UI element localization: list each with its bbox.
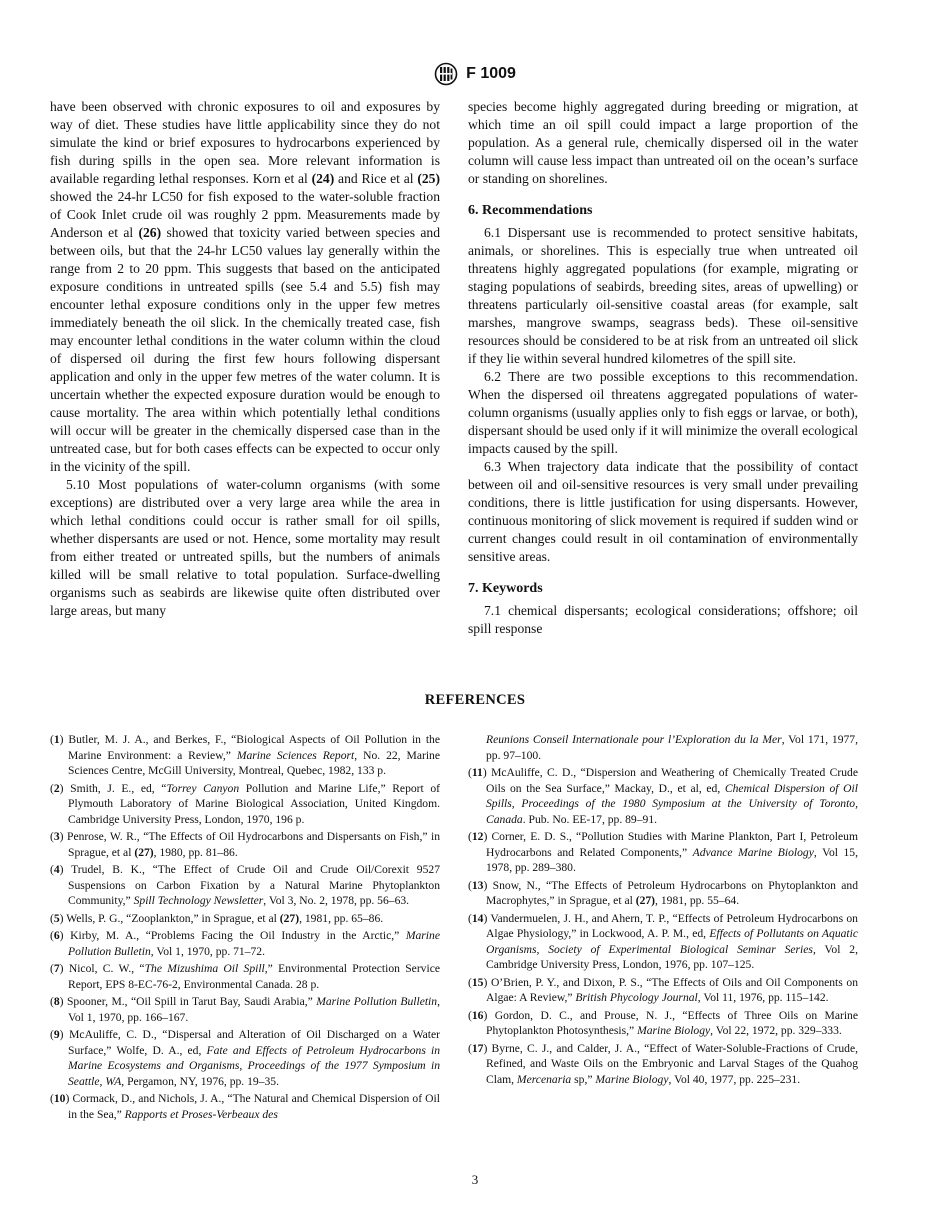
page-header <box>0 62 950 86</box>
paragraph-7-1: 7.1 chemical dispersants; ecological considerations; offshore; oil spill response <box>468 603 858 636</box>
astm-logo-icon <box>434 62 458 86</box>
reference-4: (4) Trudel, B. K., “The Effect of Crude Oil and Crude Oil/Corexit 9527 Suspensions on Carbon Fixation by a Natural Marine Phytoplankton Community,” Spill Technology Newsletter, Vol 3, No. 2, 1978, pp. 56–63. <box>50 863 440 907</box>
paragraph-continued: have been observed with chronic exposures to oil and exposures by way of diet. These studies have little applicability since they do not simulate the kind or brief exposures to hydrocarbons experienced by fish during spills in the open sea. More relevant information is available regarding lethal responses. Korn et al (24) and Rice et al (25) showed the 24-hr LC50 for fish exposed to the water-soluble fraction of Cook Inlet crude oil was roughly 2 ppm. Measurements made by Anderson et al (26) showed that toxicity varied between species and between oils, but that the 24-hr LC50 values lay generally within the range from 2 to 20 ppm. This suggests that based on the anticipated exposure conditions in untreated spills (see 5.4 and 5.5) fish may encounter lethal exposure conditions only in the upper few metres immediately beneath the oil slick. In the chemically treated case, fish may encounter lethal conditions in the water column within the cloud of dispersed oil during the first few hours following dispersant application and only in the upper few metres of the water column. It is uncertain whether the expected exposure duration would be enough to cause mortality. The area within which potentially lethal conditions will occur will be greater in the chemically dispersed case than in the untreated case, but for both cases effects can be expected to occur only in the vicinity of the spill. <box>50 99 441 474</box>
references-heading: REFERENCES <box>424 692 526 708</box>
reference-10-continued: Reunions Conseil Internationale pour l’Exploration du la Mer, Vol 171, 1977, pp. 97–100. <box>486 733 858 762</box>
reference-2: (2) Smith, J. E., ed, “Torrey Canyon Pollution and Marine Life,” Report of Plymouth Laboratory of Marine Biological Association, United Kingdom. Cambridge University Press, London, 1970, 196 p. <box>50 781 441 826</box>
paragraph-6-3: 6.3 When trajectory data indicate that the possibility of contact between oil and oil-sensitive resources is very small under prevailing conditions, there is little justification for using dispersants. However, continuous monitoring of slick movement is required if sudden wind or current changes could result in oil contamination of environmentally sensitive areas. <box>468 459 858 564</box>
paragraph-5-10: 5.10 Most populations of water-column organisms (with some exceptions) are distributed over a very large area while the area in which lethal conditions could occur is rather small for oil spills, whether dispersants are used or not. Hence, some mortality may result from either treated or untreated spills, but the numbers of animals killed will be small relative to total population. Surface-dwelling organisms such as seabirds are likewise quite often distributed over large areas, but many <box>50 477 440 618</box>
reference-6: (6) Kirby, M. A., “Problems Facing the Oil Industry in the Arctic,” Marine Pollution Bulletin, Vol 1, 1970, pp. 71–72. <box>50 929 440 958</box>
left-text-column <box>50 98 440 620</box>
reference-15: (15) O’Brien, P. Y., and Dixon, P. S., “The Effects of Oils and Oil Components on Algae: A Review,” British Phycology Journal, Vol 11, 1976, pp. 115–142. <box>468 975 858 1004</box>
page-number: 3 <box>471 1172 479 1187</box>
reference-17: (17) Byrne, C. J., and Calder, J. A., “Effect of Water-Soluble-Fractions of Crude, Refined, and Waste Oils on the Embryonic and Larval Stages of the Quahog Clam, Mercenaria sp,” Marine Biology, Vol 40, 1977, pp. 225–231. <box>468 1041 858 1086</box>
reference-16: (16) Gordon, D. C., and Prouse, N. J., “Effects of Three Oils on Marine Phytoplankton Photosynthesis,” Marine Biology, Vol 22, 1972, pp. 329–333. <box>468 1008 858 1037</box>
citation-25: (25) <box>417 171 440 186</box>
reference-13: (13) Snow, N., “The Effects of Petroleum Hydrocarbons on Phytoplankton and Macrophytes,” in Sprague, et al (27), 1981, pp. 55–64. <box>468 878 858 907</box>
reference-10: (10) Cormack, D., and Nichols, J. A., “The Natural and Chemical Dispersion of Oil in the Sea,” Rapports et Proses-Verbeaux des <box>50 1092 440 1121</box>
right-text-column <box>468 98 858 638</box>
section-6-heading: 6. Recommendations <box>468 203 593 218</box>
standard-designation: F 1009 <box>466 65 516 82</box>
section-7-heading: 7. Keywords <box>468 581 543 596</box>
reference-14: (14) Vandermuelen, J. H., and Ahern, T. P., “Effects of Petroleum Hydrocarbons on Algae Physiology,” in Lockwood, A. P. M., ed, Effects of Pollutants on Aquatic Organisms, Society of Experimental Biological Seminar Series, Vol 2, Cambridge University Press, London, 1976, pp. 107–125. <box>468 911 858 971</box>
citation-26: (26) <box>138 225 162 240</box>
reference-7: (7) Nicol, C. W., “The Mizushima Oil Spill,” Environmental Protection Service Report, EPS 8-EC-76-2, Environmental Canada. 28 p. <box>50 962 440 991</box>
reference-12: (12) Corner, E. D. S., “Pollution Studies with Marine Plankton, Part I, Petroleum Hydrocarbons and Related Components,” Advance Marine Biology, Vol 15, 1978, pp. 289–380. <box>468 830 858 874</box>
citation-24: (24) <box>311 171 335 186</box>
reference-11: (11) McAuliffe, C. D., “Dispersion and Weathering of Chemically Treated Crude Oils on the Sea Surface,” Mackay, D., et al, ed, Chemical Dispersion of Oil Spills, Proceedings of the 1980 Symposium at the University of Toronto, Canada. Pub. No. EE-17, pp. 89–91. <box>468 766 858 826</box>
reference-1: (1) Butler, M. J. A., and Berkes, F., “Biological Aspects of Oil Pollution in the Marine Environment: a Review,” Marine Sciences Report, No. 22, Marine Sciences Centre, McGill University, Montreal, Quebec, 1982, 133 p. <box>50 733 441 777</box>
reference-8: (8) Spooner, M., “Oil Spill in Tarut Bay, Saudi Arabia,” Marine Pollution Bulletin, Vol 1, 1970, pp. 166–167. <box>50 995 440 1024</box>
paragraph-6-2: 6.2 There are two possible exceptions to this recommendation. When the dispersed oil threatens aggregated populations of water-column organisms (usually applies only to fish eggs or larvae, or both), dispersant should be used only if it will minimize the overall ecological impacts caused by the spill. <box>468 369 858 456</box>
reference-3: (3) Penrose, W. R., “The Effects of Oil Hydrocarbons and Dispersants on Fish,” in Sprague, et al (27), 1980, pp. 81–86. <box>50 830 440 859</box>
references-right-column <box>468 732 858 1089</box>
references-left-column <box>50 732 440 1124</box>
paragraph-continued-right: species become highly aggregated during breeding or migration, at which time an oil spill could impact a large proportion of the population. As a general rule, chemically dispersed oil in the water column will cause less impact than untreated oil on the ocean’s surface or standing on shorelines. <box>468 99 858 186</box>
reference-9: (9) McAuliffe, C. D., “Dispersal and Alteration of Oil Discharged on a Water Surface,” Wolfe, D. A., ed, Fate and Effects of Petroleum Hydrocarbons in Marine Ecosystems and Organisms, Proceedings of the 1977 Symposium in Seattle, WA, Pergamon, NY, 1976, pp. 19–35. <box>50 1028 441 1088</box>
paragraph-6-1: 6.1 Dispersant use is recommended to protect sensitive habitats, animals, or shorelines. This is especially true when untreated oil threatens highly aggregated populations (for example, migrating or staging populations of seabirds, breeding sites, areas of upwelling) or threatens particularly oil-sensitive coastal areas (for example, salt marshes, mangrove swamps, seagrass beds). These oil-sensitive resources should be considered to be at risk from an untreated oil slick if they lie within several hundred kilometres of the spill site. <box>468 225 858 366</box>
reference-5: (5) Wells, P. G., “Zooplankton,” in Sprague, et al (27), 1981, pp. 65–86. <box>50 911 384 925</box>
